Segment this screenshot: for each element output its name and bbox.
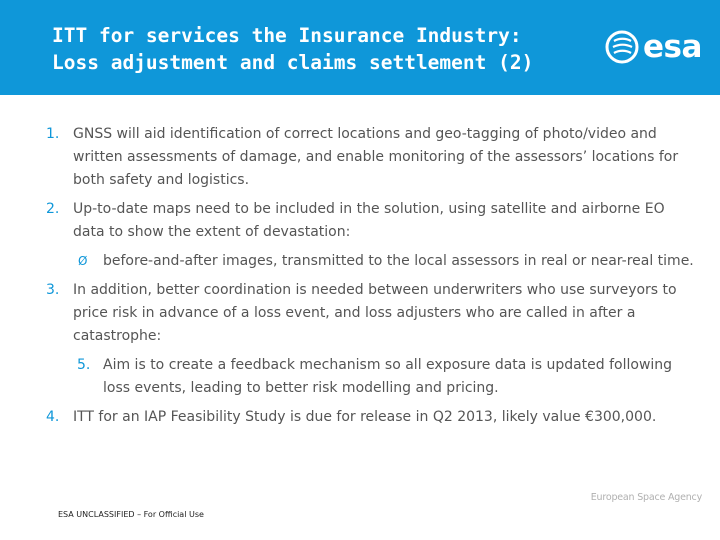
classification-label: ESA UNCLASSIFIED – For Official Use	[58, 510, 204, 519]
item-text: GNSS will aid identification of correct locations and geo-tagging of photo/video and written assessments of damage, and enable monitoring of the assessors’ locations for both safety and logistics.	[73, 126, 679, 188]
header-bar	[0, 0, 720, 95]
agency-name: European Space Agency	[590, 492, 702, 503]
item-marker: 1.	[46, 126, 60, 142]
item-text: In addition, better coordination is needed between underwriters who use surveyors to price risk in advance of a loss event, and loss adjusters who are called in after a catastrophe:	[73, 282, 677, 344]
list-item	[26, 123, 694, 192]
title-line-1: ITT for services the Insurance Industry:	[52, 24, 522, 47]
list-item	[26, 406, 694, 429]
item-marker: 3.	[46, 282, 60, 298]
item-marker: 4.	[46, 409, 60, 425]
item-text: ITT for an IAP Feasibility Study is due for release in Q2 2013, likely value €300,000.	[73, 409, 657, 425]
title-line-2: Loss adjustment and claims settlement (2)	[52, 51, 534, 74]
esa-logo-text: esa	[643, 29, 702, 65]
esa-globe-icon	[605, 27, 639, 67]
item-text: before-and-after images, transmitted to the local assessors in real or near-real time.	[103, 253, 694, 269]
item-marker: 5.	[77, 357, 91, 373]
item-text: Aim is to create a feedback mechanism so all exposure data is updated following loss events, leading to better risk modelling and pricing.	[103, 357, 673, 396]
list-subitem	[26, 250, 694, 273]
bullet-list	[26, 123, 694, 435]
list-subitem	[26, 354, 694, 400]
esa-logo	[605, 27, 705, 67]
arrow-bullet-icon: Ø	[78, 254, 88, 268]
list-item	[26, 198, 694, 244]
slide-title	[52, 22, 592, 76]
item-text: Up-to-date maps need to be included in the solution, using satellite and airborne EO data to show the extent of devastation:	[73, 201, 665, 240]
item-marker: 2.	[46, 201, 60, 217]
list-item	[26, 279, 694, 348]
